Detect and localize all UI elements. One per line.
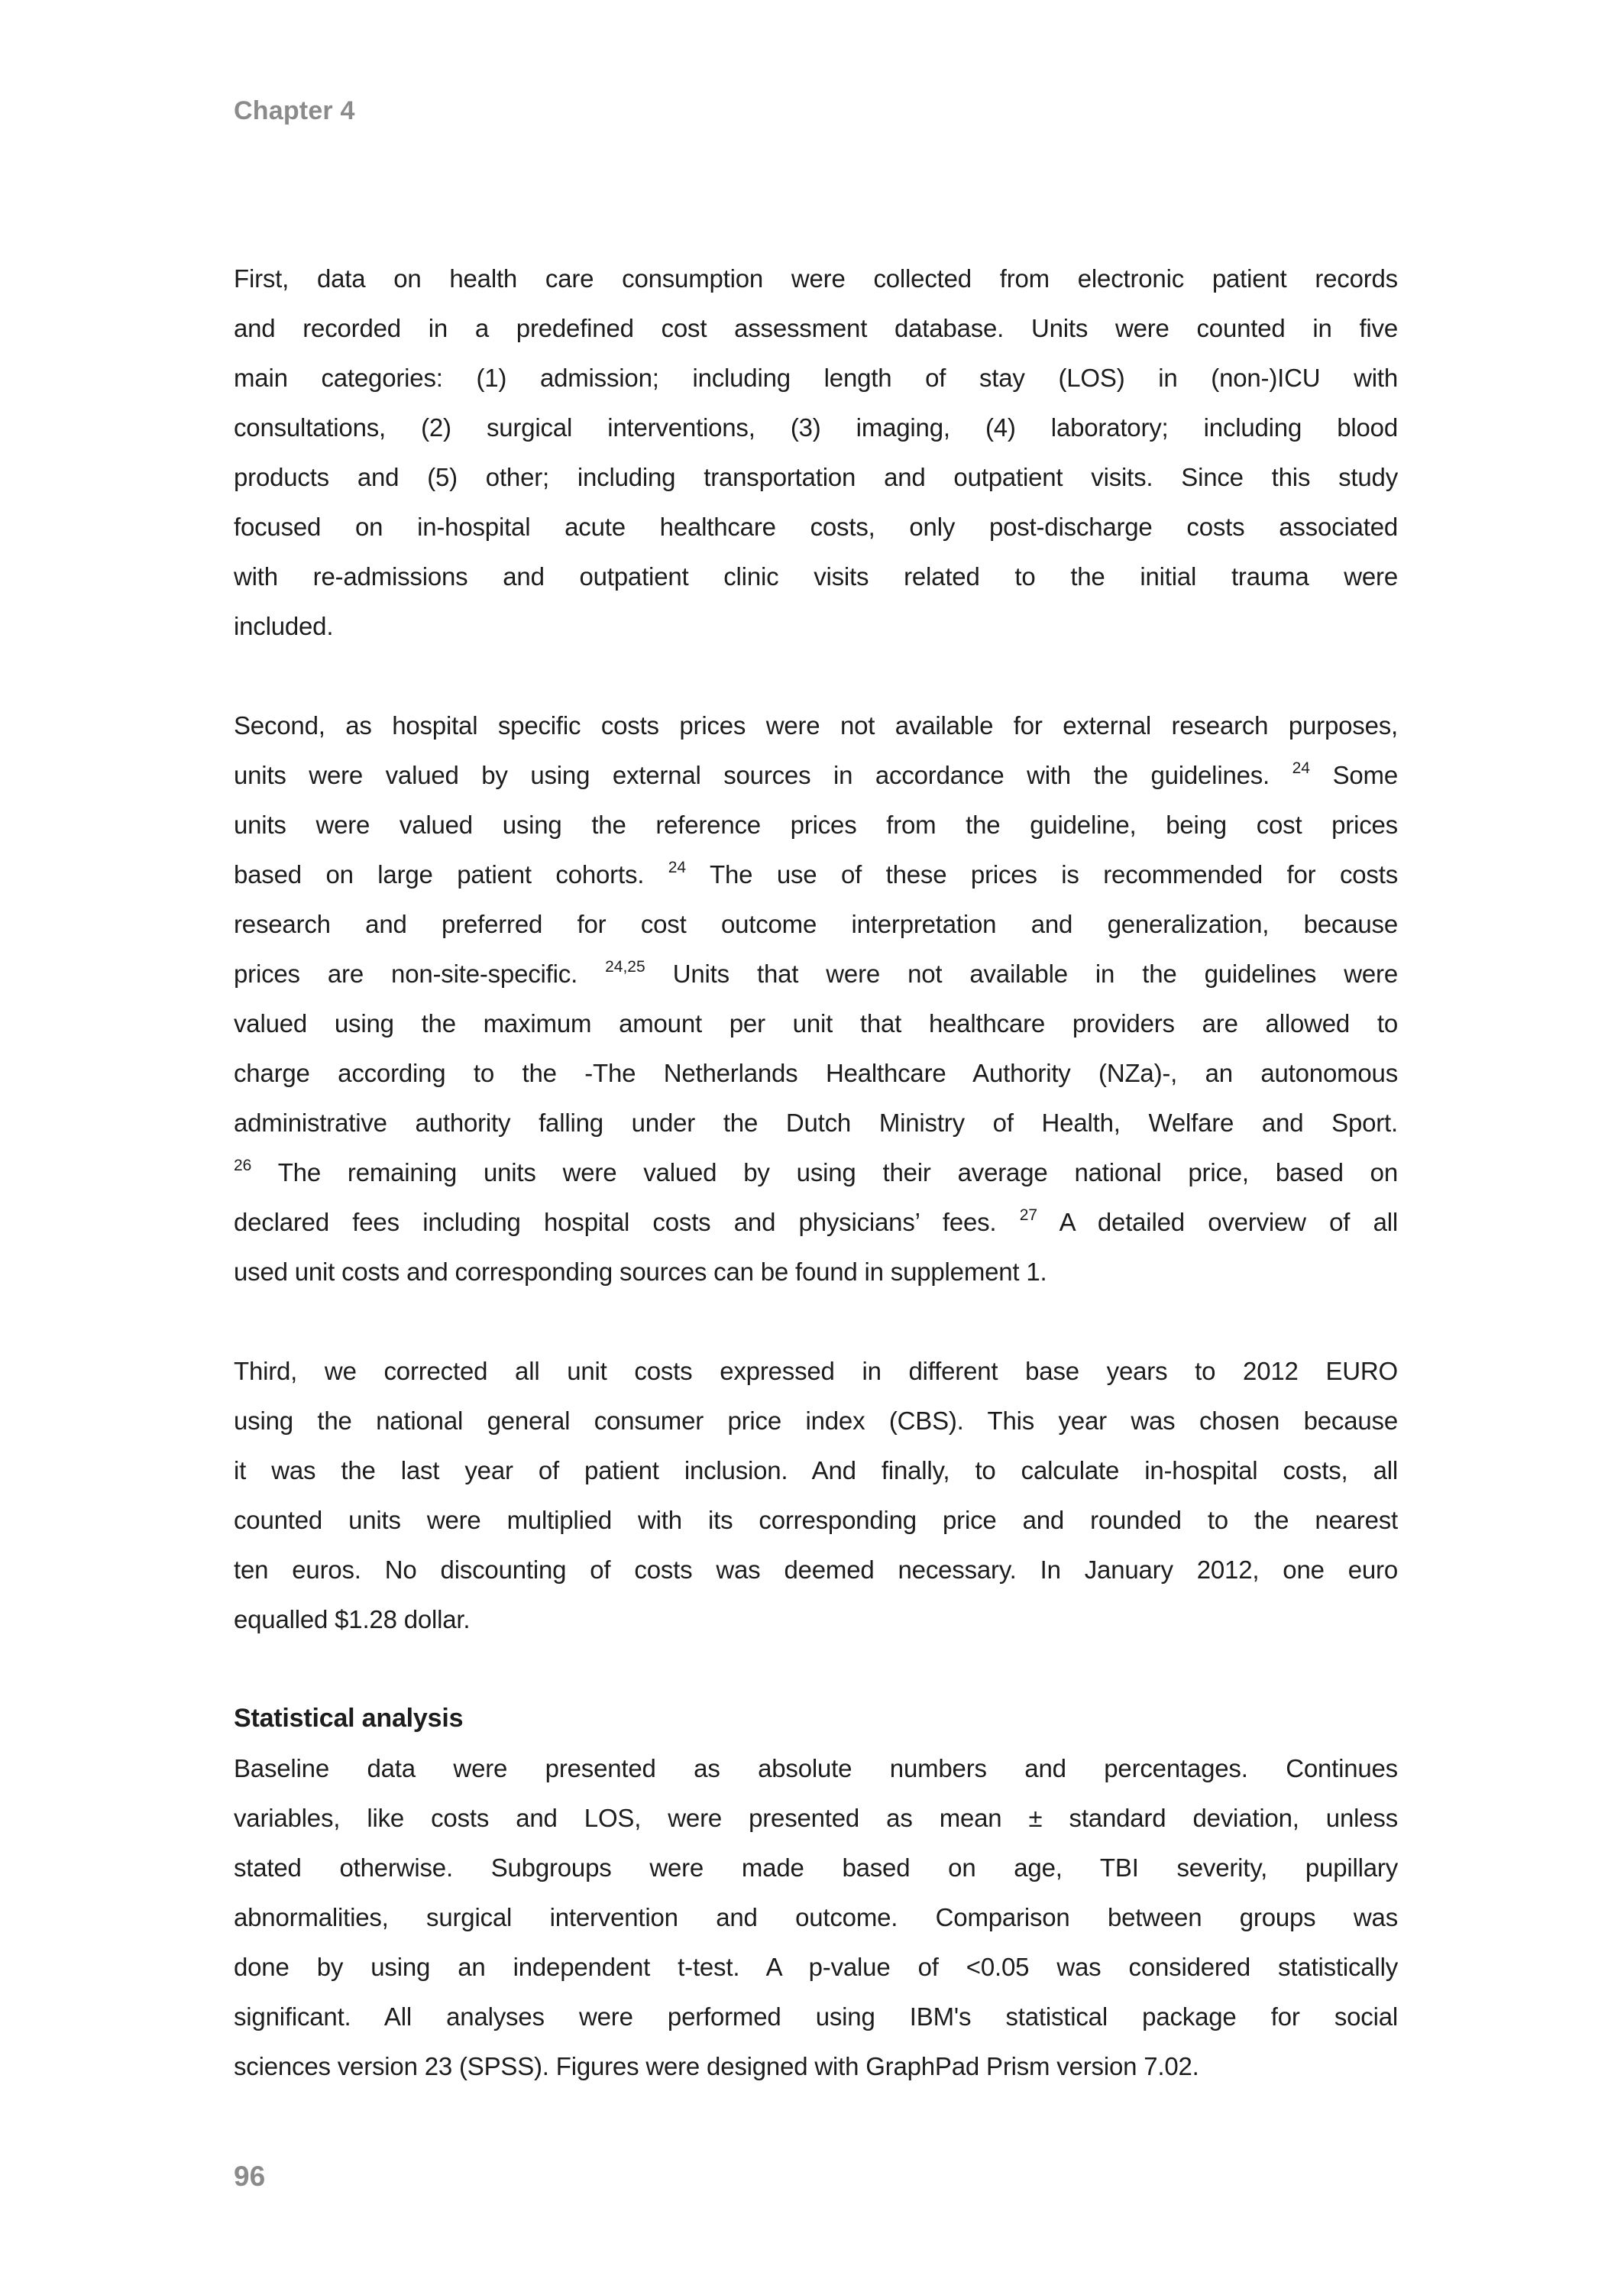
- footnote-reference: 24,25: [605, 958, 645, 976]
- text-line: sciences version 23 (SPSS). Figures were designed with GraphPad Prism version 7.02.: [234, 2052, 1199, 2080]
- text-line: based on large patient cohorts. $^{24}$ The use of these prices is recommended for costs: [234, 859, 1398, 889]
- running-header: Chapter 4: [234, 96, 355, 125]
- paragraph-1: [234, 254, 1398, 651]
- text-line: main categories: (1) admission; including length of stay (LOS) in (non-)ICU with: [234, 364, 1398, 392]
- text-line: with re-admissions and outpatient clinic visits related to the initial trauma were: [234, 562, 1398, 591]
- text-line: valued using the maximum amount per unit that healthcare providers are allowed to: [234, 1009, 1398, 1038]
- text-column: [234, 254, 1398, 2091]
- text-line: it was the last year of patient inclusion. And finally, to calculate in-hospital costs, all: [234, 1456, 1398, 1484]
- page-number: 96: [234, 2161, 266, 2192]
- text-line: prices are non-site-specific. $^{24,25}$ Units that were not available in the guidelines were: [234, 958, 1398, 988]
- text-line: ten euros. No discounting of costs was deemed necessary. In January 2012, one euro: [234, 1556, 1398, 1584]
- footnote-reference: 24: [668, 859, 687, 876]
- text-line: $^{26}$ The remaining units were valued by using their average national price, based on: [234, 1157, 1398, 1186]
- text-line: units were valued using the reference prices from the guideline, being cost prices: [234, 811, 1398, 839]
- text-line: consultations, (2) surgical interventions, (3) imaging, (4) laboratory; including blood: [234, 413, 1398, 442]
- text-line: counted units were multiplied with its corresponding price and rounded to the nearest: [234, 1506, 1398, 1534]
- text-line: Third, we corrected all unit costs expressed in different base years to 2012 EURO: [234, 1357, 1398, 1385]
- footnote-reference: 26: [234, 1157, 252, 1174]
- text-line: significant. All analyses were performed using IBM's statistical package for social: [234, 2002, 1398, 2031]
- section-heading-statistical-analysis: Statistical analysis: [234, 1704, 464, 1733]
- text-line: equalled $1.28 dollar.: [234, 1605, 471, 1633]
- text-line: done by using an independent t-test. A p-value of <0.05 was considered statistically: [234, 1953, 1398, 1981]
- paragraph-2: [234, 701, 1398, 1297]
- text-line: declared fees including hospital costs and physicians’ fees. $^{27}$ A detailed overview of all: [234, 1206, 1398, 1236]
- text-line: variables, like costs and LOS, were presented as mean ± standard deviation, unless: [234, 1804, 1398, 1832]
- text-line: First, data on health care consumption were collected from electronic patient records: [234, 264, 1398, 293]
- text-line: charge according to the -The Netherlands Healthcare Authority (NZa)-, an autonomous: [234, 1059, 1398, 1087]
- footnote-reference: 27: [1019, 1206, 1038, 1224]
- paragraph-3: [234, 1346, 1398, 1644]
- text-line: Baseline data were presented as absolute numbers and percentages. Continues: [234, 1754, 1398, 1782]
- text-line: units were valued by using external sources in accordance with the guidelines. $^{24}$ Some: [234, 759, 1398, 789]
- text-line: Second, as hospital specific costs prices were not available for external research purposes,: [234, 711, 1398, 740]
- text-line: stated otherwise. Subgroups were made based on age, TBI severity, pupillary: [234, 1853, 1398, 1882]
- text-line: used unit costs and corresponding sources can be found in supplement 1.: [234, 1258, 1047, 1286]
- text-line: and recorded in a predefined cost assessment database. Units were counted in five: [234, 314, 1398, 342]
- text-line: focused on in-hospital acute healthcare costs, only post-discharge costs associated: [234, 513, 1398, 541]
- text-line: included.: [234, 612, 334, 640]
- text-line: products and (5) other; including transportation and outpatient visits. Since this study: [234, 463, 1398, 491]
- paragraph-4: [234, 1743, 1398, 2091]
- text-line: research and preferred for cost outcome interpretation and generalization, because: [234, 910, 1398, 938]
- text-line: administrative authority falling under the Dutch Ministry of Health, Welfare and Sport.: [234, 1109, 1398, 1137]
- footnote-reference: 24: [1292, 759, 1310, 777]
- text-line: abnormalities, surgical intervention and outcome. Comparison between groups was: [234, 1903, 1398, 1931]
- text-line: using the national general consumer price index (CBS). This year was chosen because: [234, 1407, 1398, 1435]
